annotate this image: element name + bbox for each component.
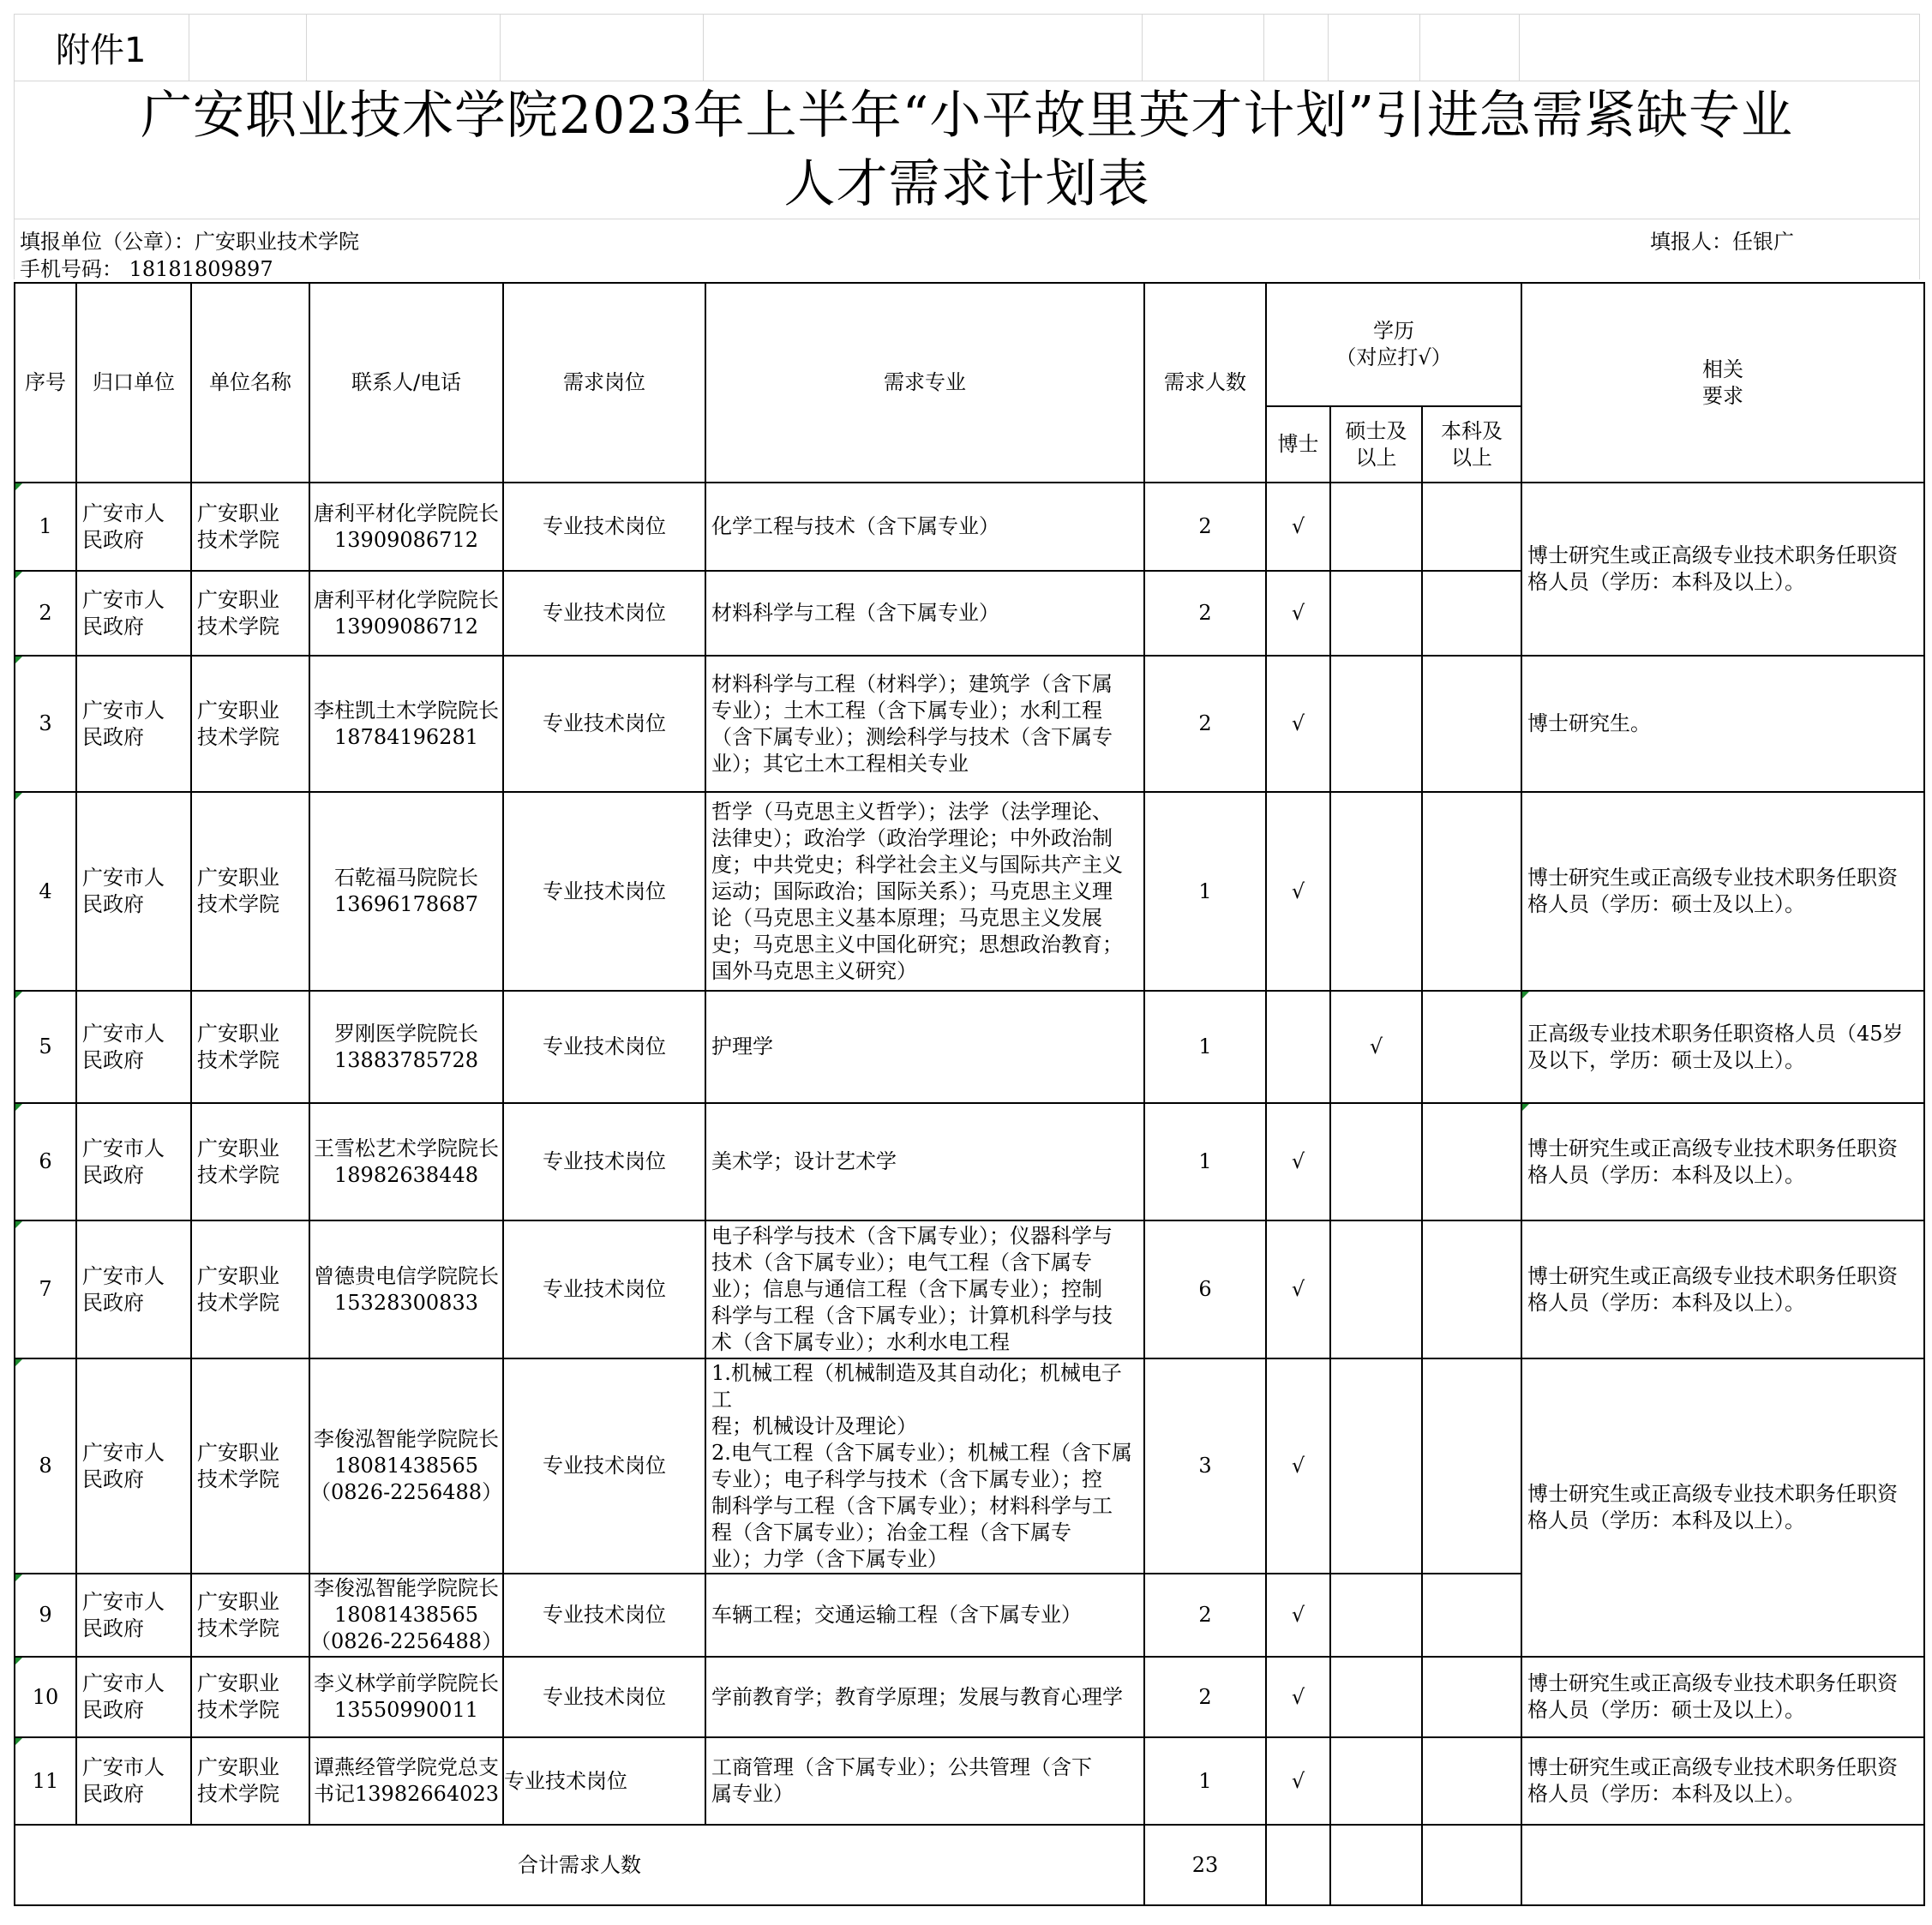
- table-row: [15, 1103, 1924, 1220]
- table-row: [15, 1220, 1924, 1358]
- row-phd-tick: [1266, 991, 1330, 1103]
- row-dept: 广安市人 民政府: [76, 1103, 191, 1220]
- row-seq: 9: [15, 1574, 76, 1657]
- header-req-line1: 相关: [1702, 357, 1743, 381]
- row-bachelor-tick: [1422, 792, 1521, 991]
- row-major: 1.机械工程（机械制造及其自动化；机械电子工 程；机械设计及理论） 2.电气工程（含下属专业）；机械工程（含下属 专业）；电子科学与技术（含下属专业）；控 制科学与工程（含下属专业）；材料科学与工 程（含下属专业）；冶金工程（含下属专 业）；力学（含下属专业）: [705, 1358, 1144, 1574]
- header-education-line2: （对应打√）: [1335, 345, 1452, 369]
- header-bachelor-line2: 以上: [1451, 445, 1492, 470]
- header-bachelor-line1: 本科及: [1441, 418, 1503, 443]
- table-row: [15, 656, 1924, 792]
- row-seq: 8: [15, 1358, 76, 1574]
- title-line-2: 人才需求计划表: [783, 154, 1150, 214]
- row-count: 2: [1144, 656, 1266, 792]
- row-dept: 广安市人 民政府: [76, 1358, 191, 1574]
- row-contact: 李俊泓智能学院院长 18081438565 （0826-2256488）: [309, 1358, 503, 1574]
- row-post: 专业技术岗位: [503, 1358, 705, 1574]
- row-dept: 广安市人 民政府: [76, 1657, 191, 1737]
- header-master-line2: 以上: [1355, 445, 1397, 470]
- row-contact: 唐利平材化学院院长 13909086712: [309, 571, 503, 656]
- row-count: 1: [1144, 792, 1266, 991]
- row-contact: 王雪松艺术学院院长 18982638448: [309, 1103, 503, 1220]
- row-unit: 广安职业 技术学院: [191, 792, 309, 991]
- header-education-line1: 学历: [1373, 319, 1414, 343]
- row-post: 专业技术岗位: [503, 1657, 705, 1737]
- row-major: 学前教育学；教育学原理；发展与教育心理学: [705, 1657, 1144, 1737]
- row-unit: 广安职业 技术学院: [191, 1358, 309, 1574]
- row-contact: 唐利平材化学院院长 13909086712: [309, 483, 503, 571]
- row-count: 2: [1144, 1574, 1266, 1657]
- row-bachelor-tick: [1422, 571, 1521, 656]
- row-contact: 谭燕经管学院党总支 书记13982664023: [309, 1737, 503, 1825]
- row-major: 化学工程与技术（含下属专业）: [705, 483, 1144, 571]
- row-phd-tick: √: [1266, 656, 1330, 792]
- row-unit: 广安职业 技术学院: [191, 991, 309, 1103]
- row-major: 工商管理（含下属专业）；公共管理（含下 属专业）: [705, 1737, 1144, 1825]
- row-requirement: 博士研究生或正高级专业技术职务任职资 格人员（学历：硕士及以上）。: [1521, 792, 1924, 991]
- row-unit: 广安职业 技术学院: [191, 656, 309, 792]
- row-dept: 广安市人 民政府: [76, 656, 191, 792]
- row-master-tick: √: [1330, 991, 1422, 1103]
- row-contact: 曾德贵电信学院院长 15328300833: [309, 1220, 503, 1358]
- row-major: 护理学: [705, 991, 1144, 1103]
- attachment-label: 附件1: [14, 14, 189, 81]
- row-phd-tick: √: [1266, 1220, 1330, 1358]
- header-phd: 博士: [1266, 406, 1330, 483]
- row-unit: 广安职业 技术学院: [191, 1220, 309, 1358]
- row-master-tick: [1330, 1737, 1422, 1825]
- row-phd-tick: √: [1266, 1103, 1330, 1220]
- header-major: 需求专业: [705, 283, 1144, 483]
- row-phd-tick: √: [1266, 1657, 1330, 1737]
- row-post: 专业技术岗位: [503, 792, 705, 991]
- empty-cell: [1143, 14, 1264, 81]
- row-post: 专业技术岗位: [503, 483, 705, 571]
- row-master-tick: [1330, 1574, 1422, 1657]
- row-unit: 广安职业 技术学院: [191, 1103, 309, 1220]
- row-post: 专业技术岗位: [503, 656, 705, 792]
- row-master-tick: [1330, 571, 1422, 656]
- total-row: [15, 1825, 1924, 1905]
- row-post: 专业技术岗位: [503, 1737, 705, 1825]
- row-unit: 广安职业 技术学院: [191, 483, 309, 571]
- header-requirements: [1521, 283, 1924, 483]
- empty-cell: [501, 14, 704, 81]
- row-bachelor-tick: [1422, 1574, 1521, 1657]
- row-bachelor-tick: [1422, 1358, 1521, 1574]
- table-row: [15, 792, 1924, 991]
- empty-cell: [1420, 14, 1520, 81]
- row-requirement: 博士研究生或正高级专业技术职务任职资 格人员（学历：本科及以上）。: [1521, 1358, 1924, 1657]
- row-seq: 6: [15, 1103, 76, 1220]
- total-label: 合计需求人数: [15, 1825, 1144, 1905]
- header-unit: 单位名称: [191, 283, 309, 483]
- title-line-1: 广安职业技术学院2023年上半年“小平故里英才计划”引进急需紧缺专业: [140, 86, 1794, 146]
- row-dept: 广安市人 民政府: [76, 1574, 191, 1657]
- empty-cell: [189, 14, 307, 81]
- row-master-tick: [1330, 1358, 1422, 1574]
- row-master-tick: [1330, 792, 1422, 991]
- header-master: [1330, 406, 1422, 483]
- row-count: 1: [1144, 991, 1266, 1103]
- row-bachelor-tick: [1422, 1103, 1521, 1220]
- empty-cell: [1521, 1825, 1924, 1905]
- row-seq: 1: [15, 483, 76, 571]
- attachment-row: [14, 14, 1920, 81]
- table-row: [15, 483, 1924, 571]
- demand-table: [14, 282, 1925, 1906]
- header-contact: 联系人/电话: [309, 283, 503, 483]
- row-contact: 李柱凯土木学院院长 18784196281: [309, 656, 503, 792]
- row-requirement: 博士研究生或正高级专业技术职务任职资 格人员（学历：本科及以上）。: [1521, 1103, 1924, 1220]
- header-post: 需求岗位: [503, 283, 705, 483]
- header-row: [15, 283, 1924, 406]
- row-major: 车辆工程；交通运输工程（含下属专业）: [705, 1574, 1144, 1657]
- table-row: [15, 991, 1924, 1103]
- row-major: 材料科学与工程（材料学）；建筑学（含下属 专业）；土木工程（含下属专业）；水利工程 （含下属专业）；测绘科学与技术（含下属专 业）；其它土木工程相关专业: [705, 656, 1144, 792]
- header-master-line1: 硕士及: [1345, 418, 1407, 443]
- row-unit: 广安职业 技术学院: [191, 1737, 309, 1825]
- row-dept: 广安市人 民政府: [76, 571, 191, 656]
- row-seq: 2: [15, 571, 76, 656]
- row-master-tick: [1330, 1657, 1422, 1737]
- header-seq: 序号: [15, 283, 76, 483]
- row-seq: 4: [15, 792, 76, 991]
- row-count: 6: [1144, 1220, 1266, 1358]
- row-seq: 10: [15, 1657, 76, 1737]
- row-master-tick: [1330, 483, 1422, 571]
- row-bachelor-tick: [1422, 1657, 1521, 1737]
- row-major: 电子科学与技术（含下属专业）；仪器科学与 技术（含下属专业）；电气工程（含下属专 业）；信息与通信工程（含下属专业）；控制 科学与工程（含下属专业）；计算机科学与技 术（含下属专业）；水利水电工程: [705, 1220, 1144, 1358]
- row-phd-tick: √: [1266, 1574, 1330, 1657]
- header-bachelor: [1422, 406, 1521, 483]
- meta-info: [14, 219, 1920, 279]
- row-bachelor-tick: [1422, 483, 1521, 571]
- row-requirement: 博士研究生或正高级专业技术职务任职资 格人员（学历：硕士及以上）。: [1521, 1657, 1924, 1737]
- row-dept: 广安市人 民政府: [76, 483, 191, 571]
- empty-cell: [704, 14, 1143, 81]
- empty-cell: [1330, 1825, 1422, 1905]
- row-dept: 广安市人 民政府: [76, 991, 191, 1103]
- row-phd-tick: √: [1266, 1358, 1330, 1574]
- total-value: 23: [1144, 1825, 1266, 1905]
- row-count: 2: [1144, 1657, 1266, 1737]
- row-count: 2: [1144, 483, 1266, 571]
- row-master-tick: [1330, 1220, 1422, 1358]
- row-major: 美术学；设计艺术学: [705, 1103, 1144, 1220]
- row-phd-tick: √: [1266, 792, 1330, 991]
- row-seq: 7: [15, 1220, 76, 1358]
- header-count: 需求人数: [1144, 283, 1266, 483]
- row-count: 1: [1144, 1737, 1266, 1825]
- row-requirement: 博士研究生。: [1521, 656, 1924, 792]
- row-dept: 广安市人 民政府: [76, 792, 191, 991]
- row-seq: 5: [15, 991, 76, 1103]
- empty-cell: [307, 14, 501, 81]
- row-count: 1: [1144, 1103, 1266, 1220]
- row-post: 专业技术岗位: [503, 1574, 705, 1657]
- table-row: [15, 1657, 1924, 1737]
- row-dept: 广安市人 民政府: [76, 1737, 191, 1825]
- row-bachelor-tick: [1422, 1737, 1521, 1825]
- row-contact: 罗刚医学院院长 13883785728: [309, 991, 503, 1103]
- row-requirement: 博士研究生或正高级专业技术职务任职资 格人员（学历：本科及以上）。: [1521, 483, 1924, 656]
- table-row: [15, 1358, 1924, 1574]
- row-unit: 广安职业 技术学院: [191, 571, 309, 656]
- header-dept: 归口单位: [76, 283, 191, 483]
- sheet-header: [14, 14, 1920, 279]
- row-count: 2: [1144, 571, 1266, 656]
- table-row: [15, 1737, 1924, 1825]
- phone-number: 手机号码： 18181809897: [20, 257, 273, 281]
- row-contact: 李义林学前学院院长 13550990011: [309, 1657, 503, 1737]
- row-phd-tick: √: [1266, 571, 1330, 656]
- row-seq: 11: [15, 1737, 76, 1825]
- row-requirement: 正高级专业技术职务任职资格人员（45岁 及以下，学历：硕士及以上）。: [1521, 991, 1924, 1103]
- empty-cell: [1329, 14, 1420, 81]
- empty-cell: [1422, 1825, 1521, 1905]
- row-post: 专业技术岗位: [503, 571, 705, 656]
- row-requirement: 博士研究生或正高级专业技术职务任职资 格人员（学历：本科及以上）。: [1521, 1220, 1924, 1358]
- header-req-line2: 要求: [1702, 383, 1743, 408]
- reporting-unit: 填报单位（公章）：广安职业技术学院: [20, 230, 359, 254]
- row-post: 专业技术岗位: [503, 991, 705, 1103]
- row-major: 哲学（马克思主义哲学）；法学（法学理论、 法律史）；政治学（政治学理论；中外政治制 度；中共党史；科学社会主义与国际共产主义 运动；国际政治；国际关系）；马克思主义理 论（马克思主义基本原理；马克思主义发展 史；马克思主义中国化研究；思想政治教育； 国外马克思主义研究）: [705, 792, 1144, 991]
- header-education: [1266, 283, 1521, 406]
- row-contact: 李俊泓智能学院院长 18081438565 （0826-2256488）: [309, 1574, 503, 1657]
- row-master-tick: [1330, 1103, 1422, 1220]
- row-major: 材料科学与工程（含下属专业）: [705, 571, 1144, 656]
- row-post: 专业技术岗位: [503, 1103, 705, 1220]
- row-bachelor-tick: [1422, 656, 1521, 792]
- row-requirement: 博士研究生或正高级专业技术职务任职资 格人员（学历：本科及以上）。: [1521, 1737, 1924, 1825]
- row-unit: 广安职业 技术学院: [191, 1657, 309, 1737]
- row-phd-tick: √: [1266, 483, 1330, 571]
- row-count: 3: [1144, 1358, 1266, 1574]
- row-dept: 广安市人 民政府: [76, 1220, 191, 1358]
- row-bachelor-tick: [1422, 991, 1521, 1103]
- row-master-tick: [1330, 656, 1422, 792]
- row-post: 专业技术岗位: [503, 1220, 705, 1358]
- row-bachelor-tick: [1422, 1220, 1521, 1358]
- empty-cell: [1266, 1825, 1330, 1905]
- document-title: [14, 81, 1920, 219]
- row-phd-tick: √: [1266, 1737, 1330, 1825]
- empty-cell: [1264, 14, 1329, 81]
- row-unit: 广安职业 技术学院: [191, 1574, 309, 1657]
- row-contact: 石乾福马院院长 13696178687: [309, 792, 503, 991]
- reporter: 填报人：任银广: [1650, 230, 1794, 254]
- row-seq: 3: [15, 656, 76, 792]
- empty-cell: [1520, 14, 1920, 81]
